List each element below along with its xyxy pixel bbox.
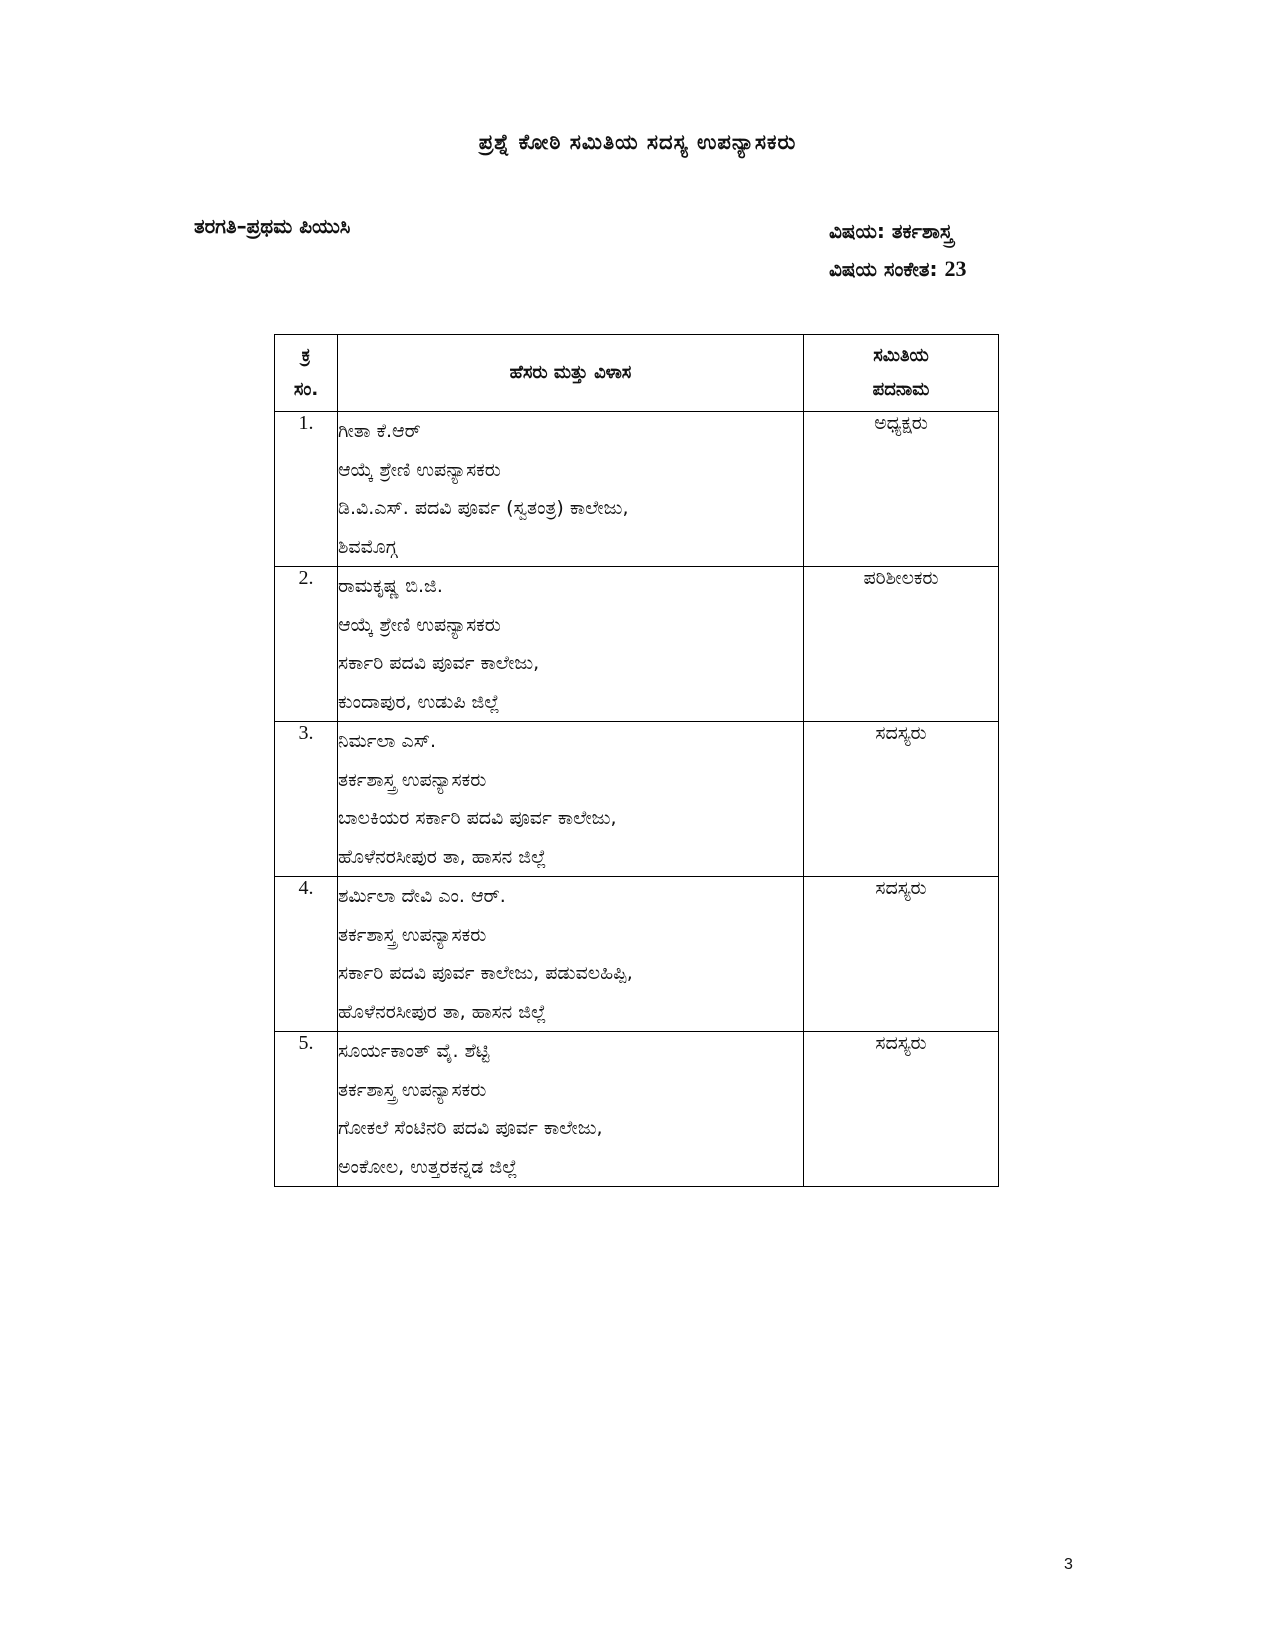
table-row: [275, 722, 999, 877]
table-row: [275, 877, 999, 1032]
serial-number-cell: 5.: [275, 1032, 338, 1187]
header-designation-line-1: ಸಮಿತಿಯ: [873, 345, 929, 366]
serial-number-cell: 1.: [275, 412, 338, 567]
member-position: ತರ್ಕಶಾಸ್ತ್ರ ಉಪನ್ಯಾಸಕರು: [338, 923, 487, 946]
name-address-cell: [338, 722, 804, 877]
member-position: ತರ್ಕಶಾಸ್ತ್ರ ಉಪನ್ಯಾಸಕರು: [338, 768, 487, 791]
subject-value: ತರ್ಕಶಾಸ್ತ್ರ: [891, 219, 953, 243]
member-college: ಬಾಲಕಿಯರ ಸರ್ಕಾರಿ ಪದವಿ ಪೂರ್ವ ಕಾಲೇಜು,: [338, 807, 617, 829]
header-serial-number: [275, 335, 338, 412]
member-college: ಡಿ.ವಿ.ಎಸ್. ಪದವಿ ಪೂರ್ವ (ಸ್ವತಂತ್ರ) ಕಾಲೇಜು,: [338, 497, 629, 519]
header-serial-line-2: ಸಂ.: [293, 379, 319, 400]
member-name: ರಾಮಕೃಷ್ಣ ಬಿ.ಜಿ.: [338, 575, 443, 597]
header-serial-line-1: ಕ್ರ: [301, 345, 311, 366]
member-position: ತರ್ಕಶಾಸ್ತ್ರ ಉಪನ್ಯಾಸಕರು: [338, 1078, 487, 1101]
member-college: ಸರ್ಕಾರಿ ಪದವಿ ಪೂರ್ವ ಕಾಲೇಜು,: [338, 652, 540, 674]
table-row: [275, 1032, 999, 1187]
subject-label: ವಿಷಯ:: [829, 219, 885, 243]
serial-number-cell: 4.: [275, 877, 338, 1032]
subject-line: [829, 212, 967, 250]
member-name: ಸೂರ್ಯಕಾಂತ್ ವೈ. ಶೆಟ್ಟಿ: [338, 1040, 490, 1062]
committee-members-table: [274, 334, 999, 1187]
member-name: ಗೀತಾ ಕೆ.ಆರ್: [338, 420, 421, 442]
designation-cell: ಸದಸ್ಯರು: [804, 722, 999, 877]
member-position: ಆಯ್ಕೆ ಶ್ರೇಣಿ ಉಪನ್ಯಾಸಕರು: [338, 458, 501, 481]
member-location: ಕುಂದಾಪುರ, ಉಡುಪಿ ಜಿಲ್ಲೆ: [338, 690, 500, 713]
name-address-cell: [338, 1032, 804, 1187]
serial-number-cell: 2.: [275, 567, 338, 722]
page-number: 3: [1064, 1556, 1073, 1573]
header-name-address: ಹೆಸರು ಮತ್ತು ವಿಳಾಸ: [338, 335, 804, 412]
member-position: ಆಯ್ಕೆ ಶ್ರೇಣಿ ಉಪನ್ಯಾಸಕರು: [338, 613, 501, 636]
designation-cell: ಸದಸ್ಯರು: [804, 1032, 999, 1187]
table-row: [275, 567, 999, 722]
name-address-cell: [338, 567, 804, 722]
serial-number-cell: 3.: [275, 722, 338, 877]
class-label: ತರಗತಿ–ಪ್ರಥಮ ಪಿಯುಸಿ: [194, 214, 351, 238]
subject-code-label: ವಿಷಯ ಸಂಕೇತ:: [829, 257, 938, 281]
subject-code-line: [829, 250, 967, 288]
header-designation: [804, 335, 999, 412]
designation-cell: ಅಧ್ಯಕ್ಷರು: [804, 412, 999, 567]
member-name: ಶರ್ಮಿಲಾ ದೇವಿ ಎಂ. ಆರ್.: [338, 885, 506, 907]
header-designation-line-2: ಪದನಾಮ: [872, 379, 930, 400]
designation-cell: ಸದಸ್ಯರು: [804, 877, 999, 1032]
member-name: ನಿರ್ಮಲಾ ಎಸ್.: [338, 730, 437, 752]
member-college: ಸರ್ಕಾರಿ ಪದವಿ ಪೂರ್ವ ಕಾಲೇಜು, ಪಡುವಲಹಿಪ್ಪಿ,: [338, 962, 633, 984]
member-location: ಹೊಳೆನರಸೀಪುರ ತಾ, ಹಾಸನ ಜಿಲ್ಲೆ: [338, 845, 547, 868]
member-college: ಗೋಕಲೆ ಸೆಂಟಿನರಿ ಪದವಿ ಪೂರ್ವ ಕಾಲೇಜು,: [338, 1117, 603, 1139]
designation-cell: ಪರಿಶೀಲಕರು: [804, 567, 999, 722]
table-header-row: [275, 335, 999, 412]
table-row: [275, 412, 999, 567]
member-location: ಶಿವಮೊಗ್ಗ: [338, 535, 398, 558]
name-address-cell: [338, 877, 804, 1032]
member-location: ಹೊಳೆನರಸೀಪುರ ತಾ, ಹಾಸನ ಜಿಲ್ಲೆ: [338, 1000, 547, 1023]
subject-code-value: 23: [944, 256, 967, 281]
name-address-cell: [338, 412, 804, 567]
member-location: ಅಂಕೋಲ, ಉತ್ತರಕನ್ನಡ ಜಿಲ್ಲೆ: [338, 1155, 518, 1178]
document-title: ಪ್ರಶ್ನೆ ಕೋಠಿ ಸಮಿತಿಯ ಸದಸ್ಯ ಉಪನ್ಯಾಸಕರು: [478, 130, 797, 154]
subject-block: [829, 212, 967, 288]
